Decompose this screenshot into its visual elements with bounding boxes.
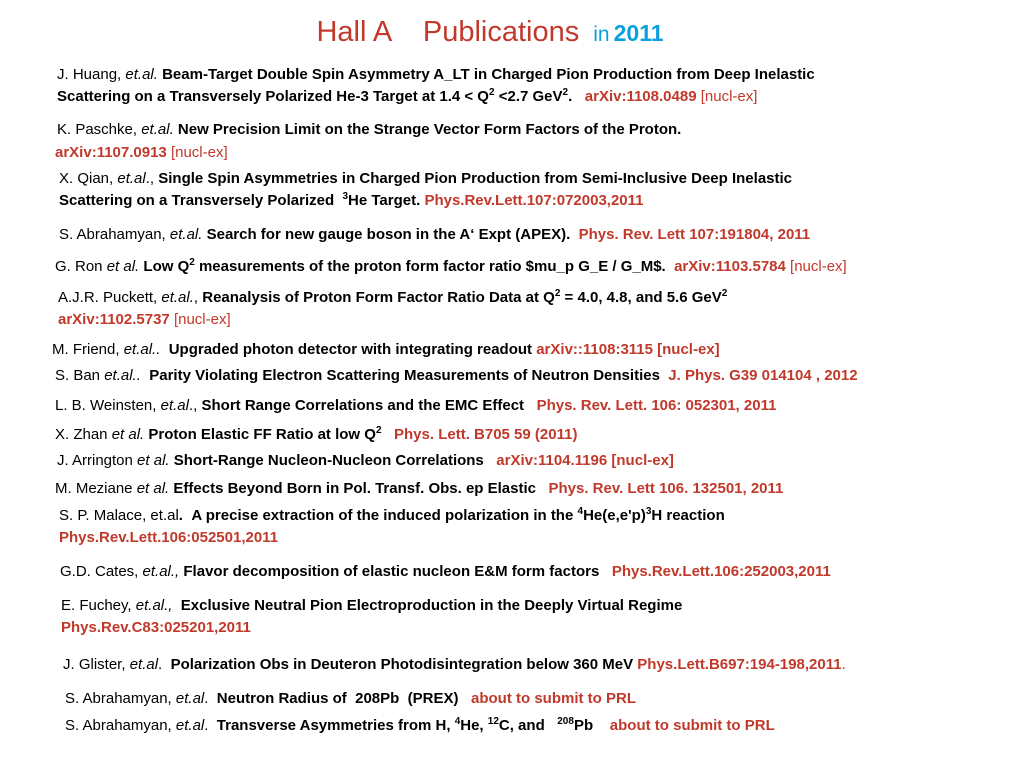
entry-punct: . [158, 656, 163, 673]
entry-authors: J. Arrington [57, 452, 133, 469]
entry-title: Single Spin Asymmetries in Charged Pion Production from Semi-Inclusive Deep Inelastic [158, 170, 793, 187]
entry-reference-link[interactable]: Phys.Rev.C83:025201,2011 [61, 619, 251, 636]
entry-sup: 2 [721, 288, 728, 299]
publication-entry [59, 224, 810, 246]
entry-etal: et al. [136, 480, 170, 497]
entry-etal: et.al. [169, 226, 203, 243]
entry-etal: et.al [117, 170, 146, 187]
entry-etal: et.al [129, 656, 159, 673]
entry-category: [nucl-ex] [700, 88, 758, 105]
entry-reference-link[interactable]: Phys.Rev.Lett.107:072003,2011 [424, 192, 644, 209]
entry-authors: S. P. Malace, et.al [59, 507, 179, 524]
publication-entry [61, 595, 682, 639]
slide-title [0, 16, 980, 49]
entry-authors: K. Paschke, [57, 121, 138, 138]
publication-entry [58, 287, 727, 331]
entry-reference-link[interactable]: arXiv:1107.0913 [55, 144, 167, 161]
entry-etal: et.al.. [104, 367, 141, 384]
entry-etal: et.al [175, 690, 205, 707]
entry-reference-link[interactable]: Phys. Rev. Lett 107:191804, 2011 [578, 226, 811, 243]
entry-category: [nucl-ex] [170, 144, 228, 161]
entry-punct: . [178, 507, 183, 524]
slide-title-in: in [593, 23, 610, 46]
entry-authors: J. Glister, [63, 656, 126, 673]
entry-etal: et.al. [141, 121, 174, 138]
publication-entry-ref [55, 142, 228, 164]
entry-title-cont: measurements of the proton form factor ratio $mu_p G_E / G_M$. [194, 258, 666, 275]
entry-sup: 4 [577, 506, 584, 517]
entry-sup: 12 [487, 716, 499, 727]
entry-authors: S. Abrahamyan, [65, 717, 172, 734]
entry-sup: 2 [189, 257, 195, 268]
publication-entry [59, 168, 792, 212]
publication-entry [55, 365, 858, 387]
entry-category: [nucl-ex] [173, 311, 231, 328]
entry-title: Neutron Radius of 208Pb (PREX) [216, 690, 459, 707]
entry-title: Short Range Correlations and the EMC Effect [201, 397, 525, 414]
entry-punct: ., [188, 397, 198, 414]
entry-title: Transverse Asymmetries from H, [216, 717, 451, 734]
entry-etal: et.al.. [123, 341, 161, 358]
entry-title: Upgraded photon detector with integrating readout [168, 341, 533, 358]
entry-title-cont: . [568, 88, 573, 105]
entry-sup: 2 [375, 425, 382, 436]
entry-title: Parity Violating Electron Scattering Measurements of Neutron Densities [149, 367, 660, 384]
entry-etal: et.al., [142, 563, 180, 580]
entry-authors: S. Ban [55, 367, 105, 384]
entry-punct: . [204, 690, 209, 707]
entry-authors: G.D. Cates, [60, 563, 139, 580]
entry-title: Effects Beyond Born in Pol. Transf. Obs. ep Elastic [173, 480, 536, 497]
entry-title-cont: <2.7 GeV [494, 88, 563, 105]
entry-reference-link[interactable]: arXiv:1108.0489 [584, 88, 697, 105]
entry-etal: et.al. [161, 289, 194, 306]
entry-title: Polarization Obs in Deuteron Photodisintegration below 360 MeV [170, 656, 634, 673]
entry-title: Flavor decomposition of elastic nucleon E&M form factors [183, 563, 600, 580]
entry-reference-link[interactable]: about to submit to PRL [609, 717, 775, 734]
entry-authors: M. Friend, [52, 341, 120, 358]
publication-entry [55, 478, 783, 500]
entry-title-cont: Pb [573, 717, 594, 734]
publication-entry [55, 424, 577, 446]
entry-etal: et.al., [135, 597, 173, 614]
entry-title: Low Q [143, 258, 190, 275]
entry-authors: X. Zhan [55, 426, 108, 443]
publication-entry [65, 688, 636, 710]
entry-reference-link[interactable]: about to submit to PRL [471, 690, 636, 707]
entry-authors: S. Abrahamyan, [65, 690, 172, 707]
entry-reference-link[interactable]: Phys. Rev. Lett 106. 132501, 2011 [548, 480, 784, 497]
entry-etal: et.al [160, 397, 189, 414]
entry-title-cont: Scattering on a Transversely Polarized [59, 192, 335, 209]
entry-category: [nucl-ex] [790, 258, 847, 275]
entry-authors: E. Fuchey, [61, 597, 132, 614]
entry-reference-link[interactable]: Phys.Rev.Lett.106:052501,2011 [59, 529, 279, 546]
entry-authors: X. Qian, [59, 170, 114, 187]
entry-title-cont: He, [460, 717, 484, 734]
entry-reference-link[interactable]: arXiv:1102.5737 [58, 311, 170, 328]
entry-etal: et al. [137, 452, 170, 469]
slide-title-year: 2011 [613, 20, 664, 46]
entry-sup: 2 [562, 87, 569, 98]
entry-sup: 2 [554, 288, 561, 299]
entry-title: Proton Elastic FF Ratio at low Q [148, 426, 376, 443]
entry-title: Short-Range Nucleon-Nucleon Correlations [173, 452, 484, 469]
publication-entry [57, 450, 674, 472]
publication-entry [60, 561, 831, 583]
publication-entry [57, 64, 815, 108]
entry-sup: 2 [488, 87, 495, 98]
entry-punct: . [204, 717, 209, 734]
entry-punct: ., [145, 170, 155, 187]
entry-title: Exclusive Neutral Pion Electroproduction in the Deeply Virtual Regime [180, 597, 683, 614]
entry-title-cont: Scattering on a Transversely Polarized He-3 Target at 1.4 < Q [57, 88, 489, 105]
entry-reference-link[interactable]: arXiv:1104.1196 [nucl-ex] [496, 452, 674, 469]
entry-etal: et al. [111, 426, 145, 443]
entry-reference-link[interactable]: J. Phys. G39 014104 , 2012 [668, 367, 858, 384]
entry-tail: . [841, 656, 846, 673]
entry-title-cont: He Target. [348, 192, 421, 209]
entry-reference-link[interactable]: arXiv:1103.5784 [674, 258, 786, 275]
entry-punct: , [193, 289, 199, 306]
entry-authors: G. Ron [55, 258, 103, 275]
publication-entry [65, 715, 775, 737]
entry-title: Beam-Target Double Spin Asymmetry A_LT in Charged Pion Production from Deep Inelastic [162, 66, 815, 83]
entry-title-cont: He(e,e'p) [583, 507, 646, 524]
entry-etal: et.al [175, 717, 205, 734]
entry-sup: 3 [342, 191, 349, 202]
entry-authors: J. Huang, [57, 66, 122, 83]
entry-reference-link[interactable]: arXiv::1108:3115 [nucl-ex] [536, 341, 720, 358]
entry-authors: S. Abrahamyan, [59, 226, 166, 243]
publication-entry [55, 256, 847, 278]
publication-entry [52, 339, 720, 361]
entry-title: Reanalysis of Proton Form Factor Ratio Data at Q [202, 289, 555, 306]
entry-etal: et.al. [125, 66, 158, 83]
entry-sup: 3 [645, 506, 652, 517]
entry-sup: 208 [557, 716, 574, 727]
entry-authors: M. Meziane [55, 480, 133, 497]
entry-title-cont: = 4.0, 4.8, and 5.6 GeV [560, 289, 722, 306]
slide-title-main: Hall A Publications [316, 16, 580, 48]
publication-entry [57, 119, 681, 141]
entry-etal: et al. [106, 258, 140, 275]
publication-entry [63, 654, 846, 676]
publication-entry [55, 395, 776, 417]
entry-sup: 4 [454, 716, 461, 727]
entry-title: Search for new gauge boson in the A‘ Expt (APEX). [206, 226, 571, 243]
entry-authors: L. B. Weinsten, [55, 397, 157, 414]
entry-reference-link[interactable]: Phys. Rev. Lett. 106: 052301, 2011 [536, 397, 777, 414]
entry-title-cont: C, and [498, 717, 545, 734]
entry-title: New Precision Limit on the Strange Vector Form Factors of the Proton. [177, 121, 682, 138]
publication-entry [59, 505, 725, 549]
entry-reference-link[interactable]: Phys. Lett. B705 59 (2011) [394, 426, 578, 443]
entry-title: A precise extraction of the induced polarization in the [191, 507, 574, 524]
entry-title-cont: H reaction [651, 507, 725, 524]
entry-reference-link[interactable]: Phys.Lett.B697:194-198,2011 [637, 656, 842, 673]
entry-reference-link[interactable]: Phys.Rev.Lett.106:252003,2011 [611, 563, 831, 580]
entry-authors: A.J.R. Puckett, [58, 289, 158, 306]
